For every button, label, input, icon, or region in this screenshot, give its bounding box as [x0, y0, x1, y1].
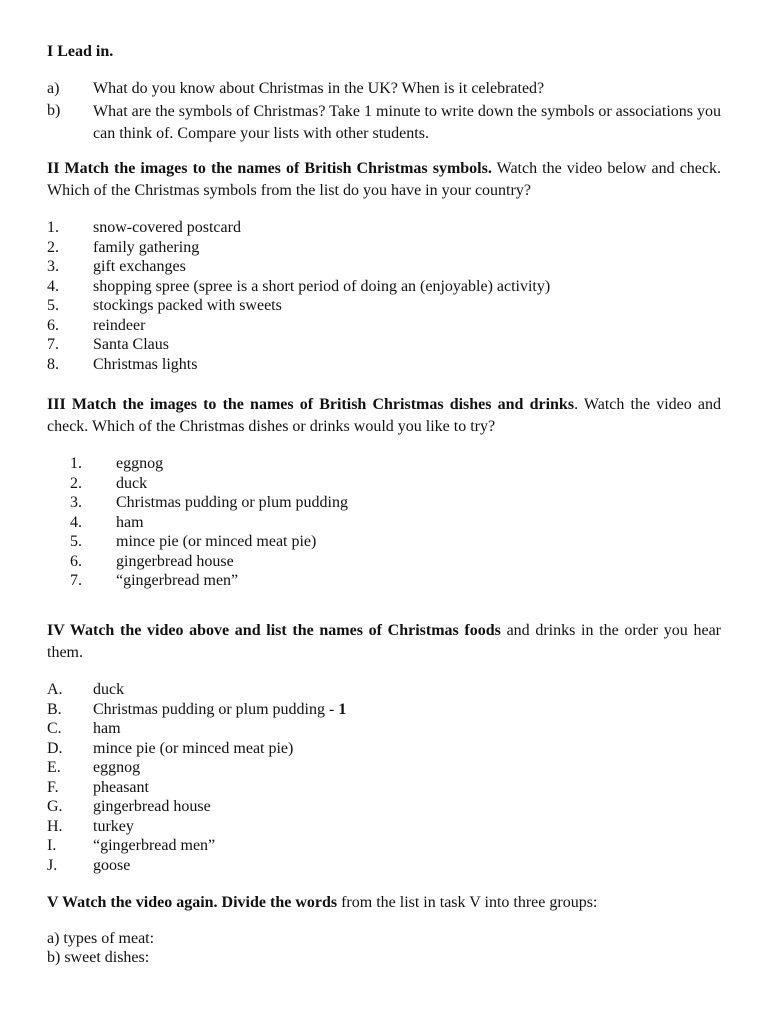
group-label-sweet: b) sweet dishes: — [47, 949, 150, 966]
list-item — [47, 532, 721, 552]
item-marker: 4. — [47, 277, 59, 295]
item-text: reindeer — [93, 316, 146, 334]
item-text: eggnog — [116, 455, 164, 472]
item-marker: 5. — [47, 297, 59, 314]
item-text — [93, 680, 721, 700]
item-marker: a) — [47, 79, 60, 97]
item-marker: D. — [47, 739, 63, 757]
list-item — [47, 277, 721, 297]
item-marker: 5. — [70, 533, 82, 550]
item-marker: E. — [47, 759, 61, 776]
heading-bold-part: III Match the images to the names of British Christmas dishes and drinks — [47, 396, 575, 413]
item-label: gingerbread house — [93, 798, 211, 815]
item-label: Christmas pudding or plum pudding - — [93, 700, 339, 718]
item-text: shopping spree (spree is a short period of doing an (enjoyable) activity) — [93, 277, 551, 295]
heading-rest-part: . Watch the video and check. Which of the Christmas dishes or drinks would you like to try? — [47, 396, 721, 435]
section-heading — [47, 158, 721, 202]
heading-bold-part: V Watch the video again. Divide the words — [47, 894, 338, 911]
section-christmas-dishes — [47, 394, 721, 591]
item-marker: C. — [47, 720, 62, 737]
item-marker: 8. — [47, 355, 59, 373]
group-label-meat: a) types of meat: — [47, 929, 155, 947]
heading-rest-part: from the list in task V into three groups: — [337, 894, 598, 911]
item-marker: 4. — [70, 513, 82, 531]
item-marker: F. — [47, 778, 59, 796]
item-text — [93, 778, 721, 798]
list-item — [47, 817, 721, 837]
item-label: ham — [93, 720, 121, 737]
section-christmas-symbols — [47, 158, 721, 374]
item-text: mince pie (or minced meat pie) — [116, 533, 317, 550]
question-item — [47, 101, 721, 145]
item-text — [93, 817, 721, 837]
heading-rest-part: and drinks in the order you hear them. — [47, 622, 722, 661]
section-heading: I Lead in. — [47, 43, 114, 60]
item-marker: 1. — [70, 455, 82, 472]
item-marker: B. — [47, 700, 62, 718]
list-item — [47, 257, 721, 277]
item-text: snow-covered postcard — [93, 219, 241, 236]
list-item — [47, 758, 721, 778]
item-marker: J. — [47, 856, 58, 874]
list-item — [47, 238, 721, 258]
section-divide-words — [47, 893, 721, 968]
item-marker: H. — [47, 817, 63, 835]
item-label: turkey — [93, 817, 134, 835]
list-item — [47, 355, 721, 375]
list-item — [47, 797, 721, 817]
item-text: Christmas lights — [93, 355, 198, 373]
list-item — [47, 513, 721, 533]
item-text — [93, 856, 721, 876]
item-text — [93, 758, 721, 778]
item-text — [93, 700, 721, 720]
symbols-list — [47, 218, 721, 374]
list-item — [47, 552, 721, 572]
item-text — [93, 719, 721, 739]
item-text — [93, 836, 721, 856]
list-item — [47, 218, 721, 238]
item-label: pheasant — [93, 778, 149, 796]
item-text: gingerbread house — [116, 552, 234, 570]
section-lead-in — [47, 42, 721, 145]
item-marker: G. — [47, 798, 63, 815]
list-item — [47, 571, 721, 591]
item-label: goose — [93, 856, 131, 874]
list-item — [47, 836, 721, 856]
section-heading — [47, 620, 721, 664]
section-heading — [47, 394, 721, 438]
list-item — [47, 316, 721, 336]
item-text: What do you know about Christmas in the UK? When is it celebrated? — [93, 79, 545, 97]
item-text: Santa Claus — [93, 336, 169, 353]
list-item — [47, 474, 721, 494]
list-item — [47, 335, 721, 355]
item-marker: 3. — [70, 494, 82, 511]
section-order-list — [47, 620, 721, 875]
heading-bold-part: II Match the images to the names of British Christmas symbols. — [47, 160, 492, 177]
list-item — [47, 680, 721, 700]
item-text: family gathering — [93, 238, 200, 256]
item-marker: 3. — [47, 258, 59, 275]
item-marker: b) — [47, 102, 61, 119]
item-text — [93, 797, 721, 817]
item-marker: 6. — [70, 552, 82, 570]
item-marker: 2. — [70, 474, 82, 492]
list-item — [47, 296, 721, 316]
question-item — [47, 79, 721, 99]
item-label: “gingerbread men” — [93, 837, 216, 854]
list-item — [47, 493, 721, 513]
groups-list — [47, 929, 721, 968]
item-marker: 1. — [47, 219, 59, 236]
section-heading — [47, 893, 721, 913]
list-item — [47, 739, 721, 759]
item-marker: 7. — [70, 572, 82, 589]
list-item — [47, 856, 721, 876]
item-text: “gingerbread men” — [116, 572, 239, 589]
item-text — [93, 739, 721, 759]
dishes-list — [47, 454, 721, 591]
list-item — [47, 700, 721, 720]
item-label: mince pie (or minced meat pie) — [93, 739, 294, 757]
item-label: duck — [93, 681, 125, 698]
order-answer: 1 — [338, 700, 347, 718]
item-label: eggnog — [93, 759, 141, 776]
item-text: duck — [116, 474, 148, 492]
list-item — [47, 778, 721, 798]
heading-bold-part: IV Watch the video above and list the names of Christmas foods — [47, 622, 501, 639]
list-item — [47, 454, 721, 474]
item-marker: 7. — [47, 336, 59, 353]
item-marker: 6. — [47, 316, 59, 334]
list-item — [47, 719, 721, 739]
item-text: stockings packed with sweets — [93, 297, 282, 314]
foods-list — [47, 680, 721, 875]
item-marker: I. — [47, 837, 57, 854]
item-text: Christmas pudding or plum pudding — [116, 494, 348, 511]
item-marker: 2. — [47, 238, 59, 256]
item-text: What are the symbols of Christmas? Take 1 minute to write down the symbols or associations you can think of. Compare your lists with other students. — [93, 103, 721, 142]
item-text: ham — [116, 513, 144, 531]
heading-rest-part: Watch the video below and check. Which of the Christmas symbols from the list do you have in your country? — [47, 160, 722, 199]
item-marker: A. — [47, 681, 63, 698]
item-text: gift exchanges — [93, 258, 186, 275]
